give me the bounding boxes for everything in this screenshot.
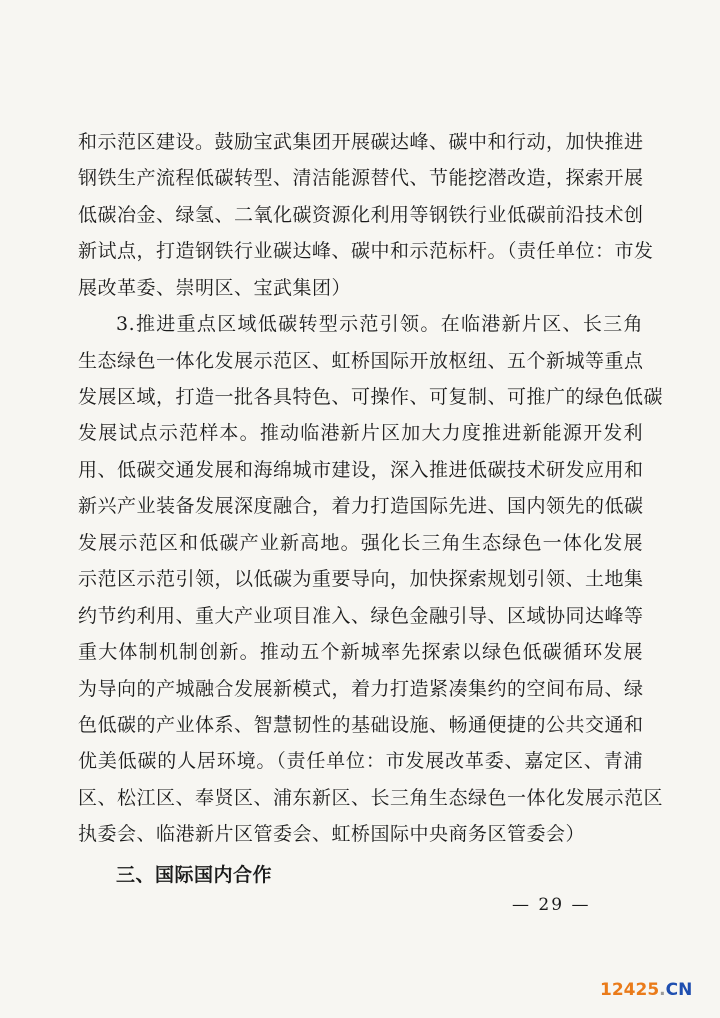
paragraph-2-line-1: 3.推进重点区域低碳转型示范引领。在临港新片区、长三角 — [116, 313, 643, 335]
paragraph-2-line-3: 发展区域，打造一批各具特色、可操作、可复制、可推广的绿色低碳 — [78, 386, 664, 408]
paragraph-1-line-3: 低碳冶金、绿氢、二氧化碳资源化利用等钢铁行业低碳前沿技术创 — [78, 204, 644, 226]
paragraph-2-line-15: 执委会、临港新片区管委会、虹桥国际中央商务区管委会） — [78, 823, 586, 845]
section-heading: 三、国际国内合作 — [116, 864, 273, 886]
paragraph-1-line-1: 和示范区建设。鼓励宝武集团开展碳达峰、碳中和行动，加快推进 — [78, 131, 644, 153]
paragraph-1-line-2: 钢铁生产流程低碳转型、清洁能源替代、节能挖潜改造，探索开展 — [78, 167, 644, 189]
paragraph-2-line-6: 新兴产业装备发展深度融合，着力打造国际先进、国内领先的低碳 — [78, 495, 644, 517]
paragraph-1-line-4: 新试点，打造钢铁行业碳达峰、碳中和示范标杆。（责任单位：市发 — [78, 240, 654, 262]
paragraph-2-line-7: 发展示范区和低碳产业新高地。强化长三角生态绿色一体化发展 — [78, 532, 643, 554]
paragraph-1-line-5: 展改革委、崇明区、宝武集团） — [78, 277, 352, 299]
paragraph-2-line-5: 用、低碳交通发展和海绵城市建设，深入推进低碳技术研发应用和 — [78, 459, 644, 481]
watermark-number: 12425 — [600, 980, 660, 1000]
paragraph-2-line-4: 发展试点示范样本。推动临港新片区加大力度推进新能源开发利 — [78, 422, 643, 444]
paragraph-2-line-10: 重大体制机制创新。推动五个新城率先探索以绿色低碳循环发展 — [78, 641, 643, 663]
page-number: — 29 — — [512, 895, 591, 915]
paragraph-2-line-9: 约节约利用、重大产业项目准入、绿色金融引导、区域协同达峰等 — [78, 605, 644, 627]
site-watermark — [600, 980, 692, 1000]
paragraph-2-line-14: 区、松江区、奉贤区、浦东新区、长三角生态绿色一体化发展示范区 — [78, 787, 664, 809]
watermark-dot: . — [659, 980, 666, 1000]
paragraph-2-line-13: 优美低碳的人居环境。（责任单位：市发展改革委、嘉定区、青浦 — [78, 750, 643, 772]
paragraph-2-line-2: 生态绿色一体化发展示范区、虹桥国际开放枢纽、五个新城等重点 — [78, 350, 644, 372]
paragraph-2-line-12: 色低碳的产业体系、智慧韧性的基础设施、畅通便捷的公共交通和 — [78, 714, 644, 736]
paragraph-2-line-8: 示范区示范引领，以低碳为重要导向，加快探索规划引领、土地集 — [78, 568, 644, 590]
watermark-tld: CN — [665, 980, 693, 1000]
paragraph-2-line-11: 为导向的产城融合发展新模式，着力打造紧凑集约的空间布局、绿 — [78, 678, 644, 700]
